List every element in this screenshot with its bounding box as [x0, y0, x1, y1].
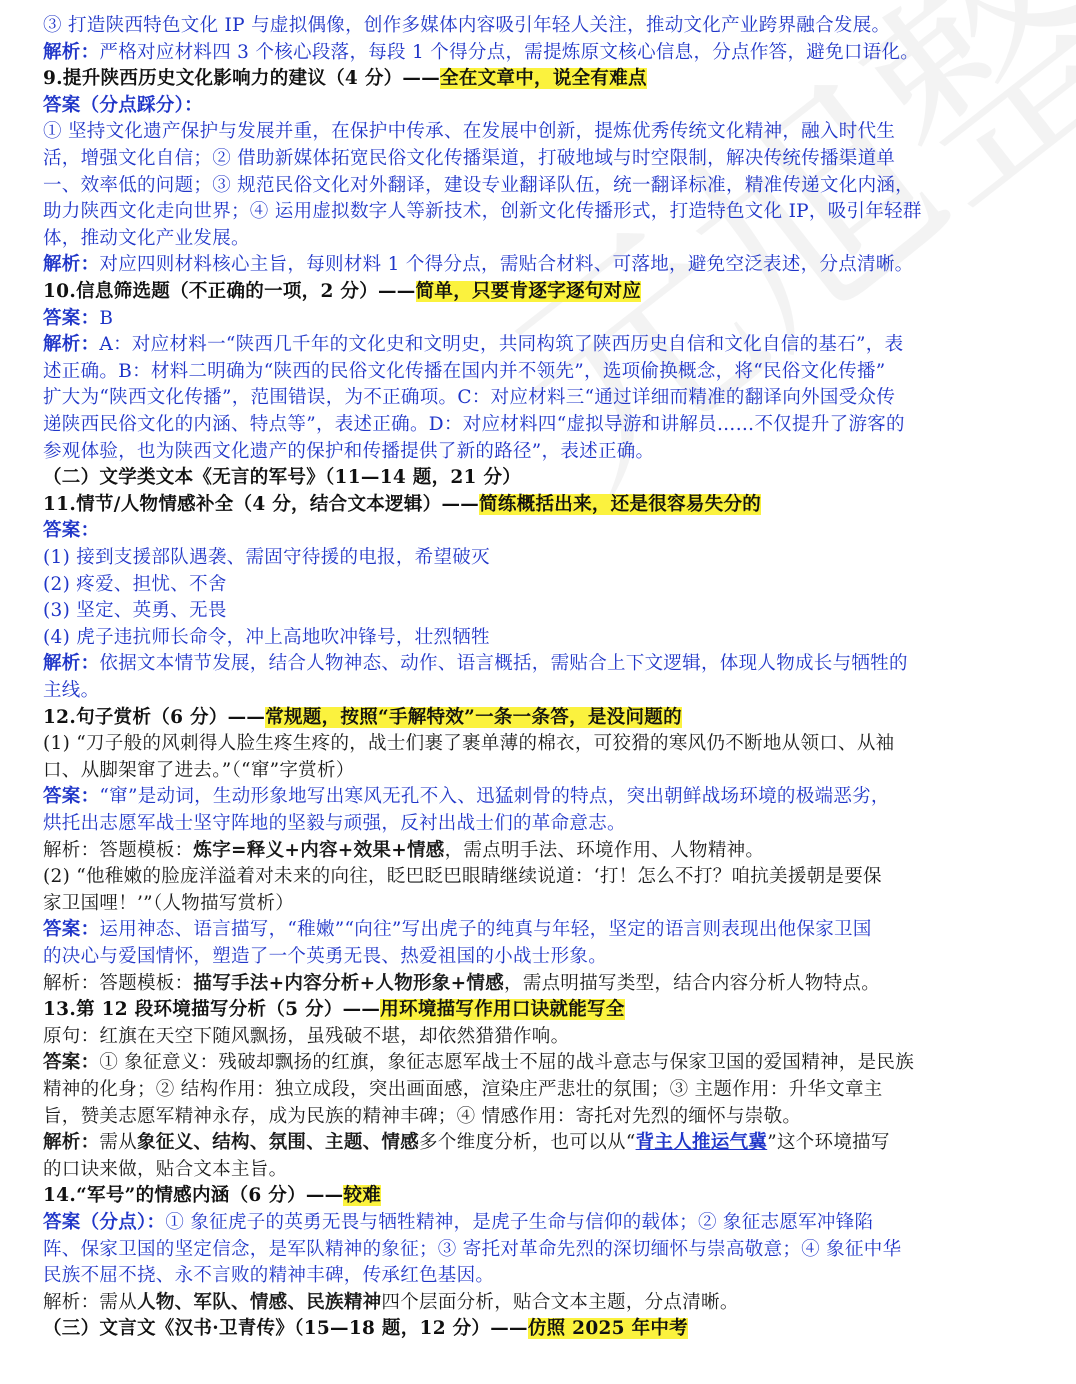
text-line: [43, 92, 203, 119]
answer-label: 解析：: [43, 334, 100, 356]
text-span: 原句：红旗在天空下随风飘扬，虽残破不堪，却依然猎猎作响。: [43, 1025, 570, 1047]
text-line: [43, 916, 872, 943]
text-span: 答案：: [43, 1052, 100, 1074]
text-line: [43, 411, 905, 438]
answer-label: 答案：: [43, 520, 100, 542]
text-span: 的决心与爱国情怀，塑造了一个英勇无畏、热爱祖国的小战士形象。: [43, 946, 608, 967]
text-span: 描写手法+内容分析+人物形象+情感: [193, 972, 505, 994]
text-span: 口、从脚架窜了进去。”（“窜”字赏析）: [43, 759, 355, 781]
text-span: 阵、保家卫国的坚定信念，是军队精神的象征；③ 寄托对革命先烈的深切缅怀与崇高敬意；④ 象征中华: [43, 1238, 902, 1260]
text-line: [43, 278, 641, 305]
text-span: 对应四则材料核心主旨，每则材料 1 个得分点，需贴合材料、可落地，避免空泛表述，分点清晰。: [99, 254, 914, 276]
text-line: [43, 305, 113, 332]
text-span: 依据文本情节发展，结合人物神态、动作、语言概括，需贴合上下文逻辑，体现人物成长与牺牲的: [99, 653, 908, 675]
highlighted-comment: 用环境描写作用口诀就能写全: [380, 999, 625, 1021]
text-span: (4) 虎子违抗师长命令，冲上高地吹冲锋号，壮烈牺牲: [43, 626, 490, 648]
text-line: [43, 837, 764, 864]
text-span: 严格对应材料四 3 个核心段落，每段 1 个得分点，需提炼原文核心信息，分点作答，避免口语化。: [99, 41, 920, 63]
text-line: [43, 890, 294, 917]
text-line: [43, 251, 913, 278]
text-line: [43, 597, 227, 624]
text-line: [43, 1076, 883, 1103]
text-line: [43, 1156, 287, 1183]
text-span: ① 象征意义：残破却飘扬的红旗，象征志愿军战士不屈的战斗意志与保家卫国的爱国精神，是民族: [99, 1052, 914, 1074]
text-line: [43, 517, 99, 544]
text-span: (3) 坚定、英勇、无畏: [43, 600, 227, 622]
answer-label: 答案：: [43, 919, 100, 941]
text-span: (2) “他稚嫩的脸庞洋溢着对未来的向往，眨巴眨巴眼睛继续说道：‘打！怎么不打？咱抗美援朝是要保: [43, 866, 882, 888]
text-line: [43, 1289, 739, 1316]
text-span: 解析：: [43, 1132, 100, 1154]
text-span: ① 坚持文化遗产保护与发展并重，在保护中传承、在发展中创新，提炼优秀传统文化精神，融入时代生: [43, 121, 896, 143]
text-span: 多个维度分析，也可以从“: [419, 1132, 636, 1154]
text-line: [43, 1315, 688, 1342]
text-span: ，需点明描写类型，结合内容分析人物特点。: [504, 972, 881, 994]
text-span: 扩大为“陕西文化传播”，范围错误，为不正确项。C：对应材料三“通过详细而精准的翻译向外国受众传: [43, 387, 896, 409]
text-line: [43, 1236, 901, 1263]
text-span: 一、效率低的问题；③ 规范民俗文化对外翻译，建设专业翻译队伍，统一翻译标准，精准传递文化内涵，: [43, 174, 914, 196]
answer-label: 答案（分点）：: [43, 1212, 166, 1233]
text-span: ① 象征虎子的英勇无畏与牺牲精神，是虎子生命与信仰的载体；② 象征志愿军冲锋陷: [165, 1212, 874, 1233]
text-span: (1) “刀子般的风刺得人脸生疼生疼的，战士们裹了裹单薄的棉衣，可狡猾的寒风仍不断地从领口、从袖: [43, 733, 895, 755]
answer-label: 答案（分点踩分）：: [43, 94, 203, 116]
text-line: [43, 172, 914, 199]
text-span: 12.句子赏析（6 分）——: [43, 706, 266, 728]
text-span: 体，推动文化产业发展。: [43, 227, 250, 249]
text-span: 述正确。B：材料二明确为“陕西的民俗文化传播在国内并不领先”，选项偷换概念，将“民俗文化传播”: [43, 360, 886, 382]
text-line: [43, 943, 607, 970]
text-span: 9.提升陕西历史文化影响力的建议（4 分）——: [43, 68, 441, 90]
highlighted-comment: 全在文章中，说全有难点: [440, 68, 647, 90]
text-span: 递陕西民俗文化的内涵、特点等”，表述正确。D：对应材料四“虚拟导游和讲解员……不仅提升了游客的: [43, 414, 905, 435]
text-span: B: [99, 307, 114, 329]
text-line: [43, 571, 227, 598]
answer-label: 答案：: [43, 786, 100, 808]
text-line: [43, 970, 880, 997]
text-span: A：对应材料一“陕西几千年的文化史和文明史，共同构筑了陕西历史自信和文化自信的基石”，表: [99, 334, 904, 356]
answer-label: 解析：: [43, 41, 100, 63]
answer-label: 答案：: [43, 307, 100, 329]
text-line: [43, 12, 890, 39]
highlighted-comment: 仿照 2025 年中考: [527, 1318, 688, 1340]
text-span: 11.情节/人物情感补全（4 分，结合文本逻辑）——: [43, 493, 480, 515]
text-span: 参观体验，也为陕西文化遗产的保护和传播提供了新的路径”，表述正确。: [43, 440, 655, 462]
text-span: 民族不屈不挠、永不言败的精神丰碑，传承红色基因。: [43, 1265, 495, 1287]
text-line: [43, 1023, 569, 1050]
text-line: [43, 118, 895, 145]
text-span: 人物、军队、情感、民族精神: [137, 1291, 382, 1313]
text-line: [43, 677, 99, 704]
answer-label: 解析：: [43, 653, 100, 675]
text-span[interactable]: 背主人推运气冀: [635, 1132, 768, 1154]
text-span: 活，增强文化自信；② 借助新媒体拓宽民俗文化传播渠道，打破地域与时空限制，解决传统传播渠道单: [43, 148, 896, 169]
text-span: ③ 打造陕西特色文化 IP 与虚拟偶像，创作多媒体内容吸引年轻人关注，推动文化产业跨界融合发展。: [43, 15, 891, 36]
text-span: 运用神态、语言描写，“稚嫩”“向往”写出虎子的纯真与年轻，坚定的语言则表现出他保家卫国: [99, 919, 872, 941]
text-span: 解析：答题模板：: [43, 839, 194, 861]
text-span: 助力陕西文化走向世界；④ 运用虚拟数字人等新技术，创新文化传播形式，打造特色文化 IP，吸引年轻群: [43, 201, 922, 223]
highlighted-comment: 较难: [343, 1185, 382, 1207]
text-line: [43, 464, 521, 491]
text-span: 四个层面分析，贴合文本主题，分点清晰。: [381, 1291, 739, 1313]
text-line: [43, 624, 490, 651]
text-line: [43, 704, 682, 731]
text-span: 主线。: [43, 680, 100, 701]
text-line: [43, 1262, 494, 1289]
text-line: [43, 650, 908, 677]
highlighted-comment: 常规题，按照“手解特效”一条一条答，是没问题的: [265, 706, 682, 728]
text-line: [43, 810, 626, 837]
answer-label: 解析：: [43, 254, 100, 276]
text-span: 解析：需从: [43, 1291, 138, 1313]
text-line: [43, 757, 355, 784]
text-span: 象征义、结构、氛围、主题、情感: [137, 1132, 420, 1154]
text-span: ”这个环境描写: [767, 1132, 890, 1154]
text-span: 炼字=释义+内容+效果+情感: [193, 839, 445, 861]
text-span: 的口诀来做，贴合文本主旨。: [43, 1158, 288, 1180]
text-line: [43, 783, 890, 810]
text-line: [43, 384, 895, 411]
text-span: 10.信息筛选题（不正确的一项，2 分）——: [43, 281, 416, 302]
text-span: 14.“军号”的情感内涵（6 分）——: [43, 1185, 344, 1207]
text-span: (2) 疼爱、担忧、不舍: [43, 573, 227, 595]
text-span: （二）文学类文本《无言的军号》（11—14 题，21 分）: [43, 467, 522, 489]
text-line: [43, 996, 625, 1023]
highlighted-comment: 简单，只要肯逐字逐句对应: [415, 281, 642, 302]
text-line: [43, 544, 490, 571]
text-line: [43, 438, 654, 465]
text-line: [43, 65, 647, 92]
text-line: [43, 331, 903, 358]
text-line: [43, 145, 895, 172]
text-line: [43, 1182, 381, 1209]
text-span: 13.第 12 段环境描写分析（5 分）——: [43, 999, 381, 1021]
text-span: (1) 接到支援部队遇袭、需固守待援的电报，希望破灭: [43, 547, 490, 568]
text-line: [43, 358, 886, 385]
text-line: [43, 1129, 890, 1156]
highlighted-comment: 简练概括出来，还是很容易失分的: [479, 493, 762, 515]
text-span: ，需点明手法、环境作用、人物精神。: [444, 839, 765, 861]
text-line: [43, 39, 919, 66]
text-line: [43, 491, 761, 518]
text-span: 烘托出志愿军战士坚守阵地的坚毅与顽强，反衬出战士们的革命意志。: [43, 813, 626, 834]
text-span: 精神的化身；② 结构作用：独立成段，突出画面感，渲染庄严悲壮的氛围；③ 主题作用：升华文章主: [43, 1079, 883, 1100]
text-span: 解析：答题模板：: [43, 972, 194, 994]
text-line: [43, 225, 250, 252]
text-line: [43, 1209, 873, 1236]
text-span: 家卫国哩！’”（人物描写赏析）: [43, 892, 295, 914]
text-span: 需从: [99, 1132, 138, 1154]
text-line: [43, 198, 922, 225]
text-line: [43, 1103, 801, 1130]
text-line: [43, 730, 894, 757]
text-line: [43, 863, 882, 890]
text-span: 旨，赞美志愿军精神永存，成为民族的精神丰碑；④ 情感作用：寄托对先烈的缅怀与崇敬。: [43, 1105, 802, 1127]
text-line: [43, 1049, 914, 1076]
text-span: （三）文言文《汉书·卫青传》（15—18 题，12 分）——: [43, 1318, 528, 1340]
text-span: “窜”是动词，生动形象地写出寒风无孔不入、迅猛刺骨的特点，突出朝鲜战场环境的极端恶劣，: [99, 786, 890, 808]
